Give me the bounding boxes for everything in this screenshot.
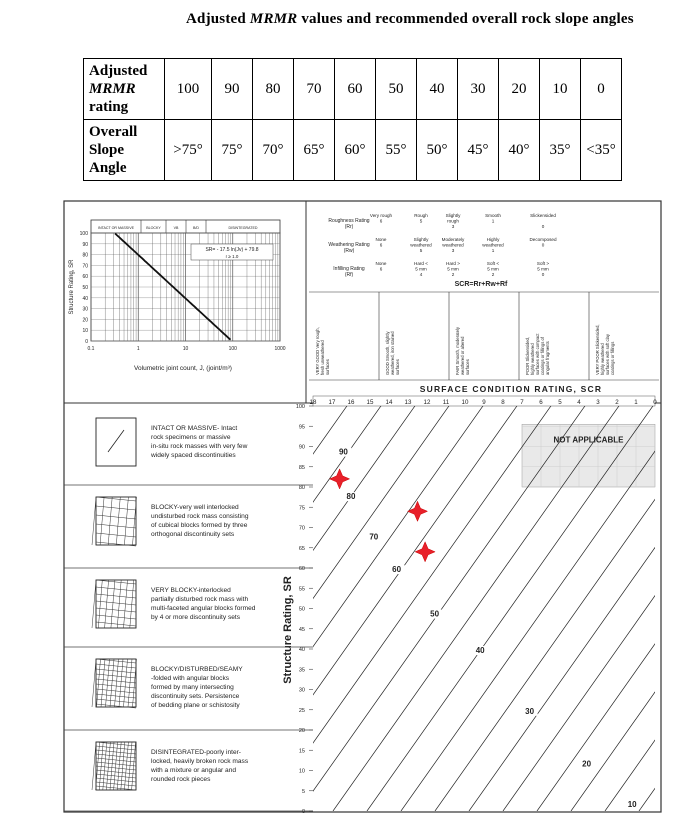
- table-caption: [186, 6, 656, 32]
- scr-cell-text: Soft >: [536, 261, 550, 266]
- scr-cell-value: 0: [541, 272, 545, 277]
- sr-tick: 0: [301, 809, 305, 814]
- contour-label: 30: [525, 706, 535, 716]
- scr-tick: 2: [615, 399, 619, 406]
- phase-header-label: INTACT OR MASSIVE: [97, 226, 135, 230]
- contour-label: 80: [346, 492, 356, 502]
- sr-tick: 10: [298, 768, 305, 775]
- table-cell: 20: [499, 59, 540, 120]
- scr-tick: 18: [309, 399, 317, 406]
- scr-cell-value: 3: [451, 248, 455, 253]
- sr-tick: 90: [298, 444, 305, 451]
- scr-cell-text: Decomposed: [529, 237, 557, 242]
- small-y-tick: 60: [82, 274, 88, 281]
- class-description: DISINTEGRATED-poorly inter-: [151, 749, 242, 756]
- class-description: rounded rock pieces: [151, 776, 211, 783]
- class-description: widely spaced discontinuities: [151, 452, 236, 459]
- phase-header-label: VB: [173, 226, 179, 230]
- class-sketch-0: [96, 418, 136, 466]
- scr-cell-value: 5: [419, 248, 423, 253]
- scr-cell-text: weathered: [482, 242, 504, 248]
- scr-row-label: Infilling Rating: [333, 266, 365, 272]
- table-row-angle: [84, 120, 622, 181]
- scr-cell-text: 5 mm: [447, 266, 459, 272]
- category-text: coatings or fillings: [610, 341, 615, 375]
- scr-tick: 3: [596, 399, 600, 406]
- r-value-text: r ≥ 1.0: [225, 254, 239, 259]
- phase-header-label: B/D: [193, 226, 199, 230]
- scr-cell-value: 5: [419, 218, 423, 224]
- class-description: of cubical blocks formed by three: [151, 522, 248, 529]
- scr-cell-value: 6: [379, 242, 383, 248]
- sr-scr-chart: [63, 200, 663, 814]
- row-label-rating: Adjusted MRMR rating: [84, 59, 165, 120]
- sr-axis-label: Structure Rating, SR: [282, 576, 294, 684]
- small-y-tick: 90: [82, 241, 88, 248]
- scr-cell-text: Hard <: [414, 261, 428, 266]
- scr-cell-text: Highly: [486, 237, 500, 242]
- table-cell: 0: [581, 59, 622, 120]
- scr-cell-text: Soft <: [486, 261, 500, 266]
- table-cell: 40: [417, 59, 458, 120]
- sr-tick: 25: [298, 707, 305, 714]
- small-y-tick: 80: [82, 252, 88, 259]
- sr-tick: 15: [298, 748, 305, 755]
- mrmr-slope-table: [83, 58, 622, 181]
- scr-row-label: Weathering Rating: [328, 242, 370, 248]
- table-cell: 90: [212, 59, 253, 120]
- category-text: FAIR Smooth, moderately: [455, 327, 460, 375]
- table-cell: 35°: [540, 120, 581, 181]
- table-cell: 80: [253, 59, 294, 120]
- category-text: surfaces: [395, 359, 400, 375]
- table-cell: 40°: [499, 120, 540, 181]
- class-sketch-2: [96, 580, 136, 628]
- small-y-label: Structure Rating, SR: [69, 259, 75, 315]
- table-cell: 50: [376, 59, 417, 120]
- class-description: undisturbed rock mass consisting: [151, 513, 249, 520]
- class-description: BLOCKY/DISTURBED/SEAMY: [151, 666, 243, 673]
- small-y-tick: 30: [82, 306, 88, 313]
- scr-tick: 11: [442, 399, 450, 406]
- scr-cell-value: 6: [379, 266, 383, 272]
- table-row-rating: [84, 59, 622, 120]
- table-cell: 30: [458, 59, 499, 120]
- category-text: surfaces: [465, 359, 470, 375]
- small-x-tick: 1: [136, 346, 140, 352]
- table-cell: 60: [335, 59, 376, 120]
- scr-cell-text: Slickensided: [530, 213, 556, 218]
- small-x-tick: 100: [228, 346, 237, 352]
- sr-tick: 50: [298, 606, 305, 613]
- scr-cell-text: None: [375, 237, 387, 242]
- table-cell: 10: [540, 59, 581, 120]
- class-description: formed by many intersecting: [151, 684, 234, 691]
- class-description: orthogonal discontinuity sets: [151, 531, 235, 538]
- table-cell: 50°: [417, 120, 458, 181]
- table-cell: <35°: [581, 120, 622, 181]
- caption-emph: MRMR: [249, 11, 298, 27]
- scr-tick: 7: [520, 399, 524, 406]
- equation-text: SR= - 17.5 ln(Jv) + 79.8: [205, 247, 259, 253]
- category-text: POOR Slickensided,: [525, 336, 530, 375]
- scr-cell-value: 4: [419, 272, 423, 277]
- class-description: in-situ rock masses with very few: [151, 443, 248, 450]
- scr-cell-text: 5 mm: [537, 266, 549, 272]
- class-description: VERY BLOCKY-interlocked: [151, 587, 231, 594]
- table-cell: 55°: [376, 120, 417, 181]
- phase-header-label: BLOCKY: [146, 226, 161, 230]
- scr-tick: 13: [404, 399, 412, 406]
- table-cell: 70: [294, 59, 335, 120]
- small-y-tick: 20: [82, 317, 88, 324]
- sr-tick: 70: [298, 525, 305, 532]
- scr-row-label: (Rr): [344, 224, 354, 230]
- phase-header-label: DISINTEGRATED: [228, 226, 258, 230]
- small-x-tick: 0.1: [87, 346, 95, 352]
- scr-row-label: (Rw): [343, 248, 355, 254]
- table-cell: 100: [165, 59, 212, 120]
- sr-tick: 75: [298, 505, 305, 512]
- class-description: BLOCKY-very well interlocked: [151, 504, 239, 511]
- category-text: weathered or altered: [460, 336, 465, 375]
- sr-tick: 40: [298, 647, 305, 653]
- scr-cell-text: Rough: [414, 213, 428, 218]
- scr-cell-text: rough: [447, 218, 459, 224]
- category-text: fresh unweathered: [320, 340, 325, 375]
- caption-suffix: values and recommended overall rock slope angles: [297, 11, 634, 27]
- small-x-tick: 1000: [274, 346, 286, 352]
- scr-cell-text: weathered: [442, 242, 464, 248]
- scr-cell-text: 5 mm: [415, 266, 427, 272]
- sr-tick: 100: [295, 404, 305, 410]
- contour-label: 10: [627, 799, 637, 809]
- scr-tick: 12: [423, 399, 431, 406]
- category-text: angular fragments: [545, 341, 550, 375]
- scr-cell-value: 0: [541, 242, 545, 248]
- sr-tick: 65: [298, 545, 305, 552]
- row-label-angle: Overall Slope Angle: [84, 120, 165, 181]
- scr-cell-value: 3: [451, 224, 455, 229]
- category-text: weathered, iron stained: [390, 331, 395, 375]
- scr-row-label: (Rf): [344, 272, 354, 278]
- contour-label: 60: [392, 565, 402, 575]
- scr-cell-value: 1: [491, 248, 495, 253]
- small-y-tick: 50: [82, 285, 88, 291]
- scr-formula: SCR=Rr+Rw+Rf: [454, 281, 508, 288]
- scr-cell-text: Hard >: [446, 261, 460, 266]
- scr-cell-value: 2: [451, 272, 455, 277]
- table-cell: 65°: [294, 120, 335, 181]
- sr-tick: 60: [298, 566, 305, 572]
- scr-tick: 1: [634, 399, 638, 406]
- category-text: surfaces with soft clay: [605, 334, 610, 375]
- class-description: -folded with angular blocks: [151, 675, 230, 682]
- scr-tick: 6: [539, 399, 543, 406]
- scr-tick: 4: [577, 399, 581, 406]
- scr-cell-text: None: [375, 261, 387, 266]
- small-x-label: Volumetric joint count, J, (joint/m³): [134, 365, 232, 372]
- scr-cell-text: Slightly: [445, 213, 461, 218]
- scr-cell-text: Very rough: [369, 213, 393, 218]
- contour-label: 40: [475, 646, 485, 656]
- table-cell: 45°: [458, 120, 499, 181]
- scr-tick: 10: [461, 399, 469, 406]
- small-y-tick: 70: [82, 263, 88, 270]
- category-text: VERY GOOD Very rough,: [315, 327, 320, 375]
- scr-tick: 17: [328, 399, 336, 406]
- table-cell: 75°: [212, 120, 253, 181]
- sr-tick: 30: [298, 687, 305, 694]
- sr-tick: 20: [298, 728, 305, 734]
- class-description: discontinuity sets. Persistence: [151, 693, 240, 700]
- class-description: multi-faceted angular blocks formed: [151, 605, 256, 612]
- contour-label: 50: [430, 609, 440, 619]
- category-text: GOOD Smooth, slightly: [385, 331, 390, 375]
- scr-cell-text: Moderately: [441, 237, 465, 242]
- sr-tick: 55: [298, 586, 305, 593]
- class-description: INTACT OR MASSIVE- Intact: [151, 425, 238, 432]
- class-description: of bedding plane or schistosity: [151, 702, 240, 709]
- class-description: rock specimens or massive: [151, 434, 231, 441]
- scr-axis-title: SURFACE CONDITION RATING, SCR: [419, 384, 603, 394]
- class-description: locked, heavily broken rock mass: [151, 758, 249, 765]
- category-text: surfaces: [325, 359, 330, 375]
- small-y-tick: 10: [82, 328, 88, 335]
- scr-cell-value: 2: [491, 272, 495, 277]
- table-cell: >75°: [165, 120, 212, 181]
- scr-cell-value: 0: [541, 224, 545, 229]
- scr-tick: 0: [653, 399, 657, 406]
- not-applicable-label: NOT APPLICABLE: [553, 435, 624, 445]
- sr-tick: 85: [298, 464, 305, 471]
- sr-tick: 5: [301, 788, 305, 795]
- scr-tick: 16: [347, 399, 355, 406]
- scr-tick: 14: [385, 399, 393, 406]
- scr-cell-value: 6: [379, 218, 383, 224]
- small-x-tick: 10: [182, 346, 189, 352]
- class-description: with a mixture or angular and: [151, 767, 237, 774]
- class-description: partially disturbed rock mass with: [151, 596, 249, 603]
- scr-cell-text: Smooth: [485, 213, 501, 218]
- category-text: highly weathered: [530, 343, 535, 375]
- sr-tick: 45: [298, 626, 305, 633]
- sr-tick: 35: [298, 667, 305, 674]
- scr-row-label: Roughness Rating: [328, 218, 370, 224]
- scr-tick: 5: [558, 399, 562, 406]
- table-cell: 70°: [253, 120, 294, 181]
- sr-tick: 95: [298, 424, 305, 431]
- scr-cell-text: 5 mm: [487, 266, 499, 272]
- small-y-tick: 40: [82, 295, 88, 302]
- caption-prefix: Adjusted: [186, 11, 250, 27]
- class-description: by 4 or more discontinuity sets: [151, 614, 241, 621]
- scr-cell-text: Slightly: [413, 237, 429, 242]
- small-y-tick: 100: [79, 231, 88, 237]
- scr-tick: 8: [501, 399, 505, 406]
- small-y-tick: 0: [85, 339, 88, 345]
- sr-tick: 80: [298, 485, 305, 491]
- category-text: coatings or fillings of: [540, 337, 545, 375]
- category-text: highly weathered: [600, 343, 605, 375]
- category-text: surfaces with compact: [535, 333, 540, 375]
- contour-label: 70: [369, 532, 379, 542]
- table-cell: 60°: [335, 120, 376, 181]
- not-applicable-zone: [522, 424, 655, 487]
- contour-label: 90: [338, 447, 348, 457]
- scr-tick: 15: [366, 399, 374, 406]
- contour-label: 20: [582, 759, 592, 769]
- scr-cell-text: weathered: [410, 242, 432, 248]
- scr-cell-value: 1: [491, 218, 495, 224]
- category-text: VERY POOR Slickensided,: [595, 324, 600, 375]
- scr-tick: 9: [482, 399, 486, 406]
